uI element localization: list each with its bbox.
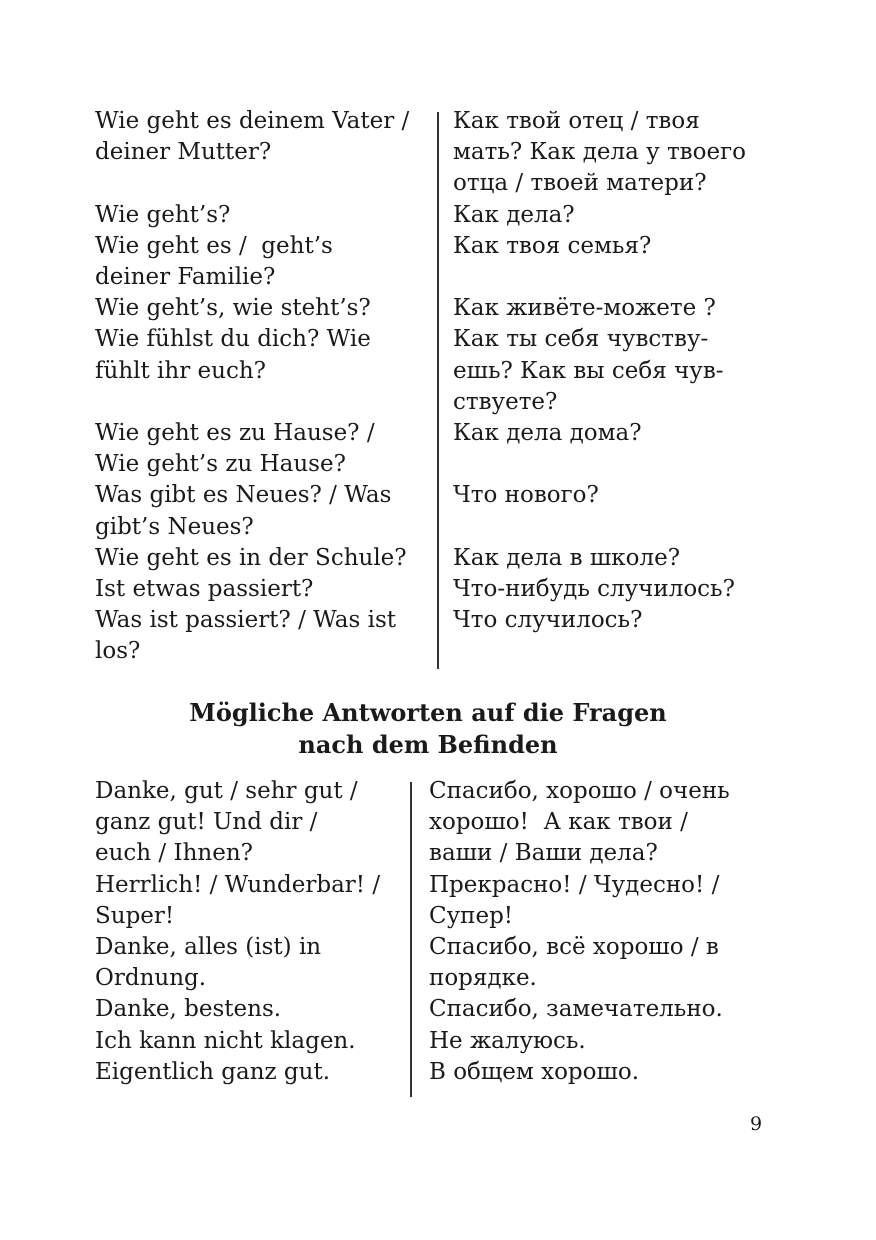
german-phrase: Wie geht es zu Hause? / Wie geht’s zu Hause? bbox=[95, 419, 375, 478]
russian-translation: Как дела? bbox=[453, 201, 575, 228]
phrase-table-answers bbox=[95, 776, 795, 1088]
german-phrase: Eigentlich ganz gut. bbox=[95, 1058, 331, 1085]
german-phrase: Ist etwas passiert? bbox=[95, 575, 314, 602]
phrase-row bbox=[95, 293, 795, 324]
column-divider bbox=[437, 112, 439, 669]
russian-translation: Как твой отец / твоя мать? Как дела у твоего отца / твоей матери? bbox=[453, 108, 746, 197]
phrase-row bbox=[95, 994, 795, 1025]
russian-translation: Прекрасно! / Чудесно! / Супер! bbox=[429, 871, 720, 929]
russian-translation: Что случилось? bbox=[453, 607, 643, 634]
phrase-row bbox=[95, 543, 795, 574]
german-phrase: Ich kann nicht klagen. bbox=[95, 1027, 356, 1054]
phrase-row bbox=[95, 480, 795, 542]
column-divider bbox=[410, 782, 412, 1097]
russian-translation: Спасибо, всё хорошо / в порядке. bbox=[429, 933, 719, 992]
russian-translation: Что-нибудь случилось? bbox=[453, 575, 735, 602]
german-phrase: Wie geht es deinem Vater / deiner Mutter? bbox=[95, 108, 410, 166]
phrase-row bbox=[95, 231, 795, 293]
russian-translation: Что нового? bbox=[453, 482, 599, 509]
phrase-row bbox=[95, 870, 795, 932]
phrase-row bbox=[95, 1026, 795, 1057]
section-heading-line-1: Mögliche Antworten auf die Fragen bbox=[189, 698, 667, 727]
phrase-row bbox=[95, 605, 795, 667]
german-phrase: Was ist passiert? / Was ist los? bbox=[95, 607, 396, 665]
phrase-row bbox=[95, 418, 795, 480]
russian-translation: Не жалуюсь. bbox=[429, 1027, 586, 1054]
russian-translation: Как ты себя чувству- ешь? Как вы себя чув- ствуете? bbox=[453, 326, 724, 415]
russian-translation: Как дела в школе? bbox=[453, 544, 681, 571]
phrase-row bbox=[95, 932, 795, 994]
russian-translation: В общем хорошо. bbox=[429, 1058, 640, 1085]
german-phrase: Danke, gut / sehr gut / ganz gut! Und dir / euch / Ihnen? bbox=[95, 778, 358, 867]
phrase-row bbox=[95, 574, 795, 605]
german-phrase: Wie geht es / geht’s deiner Familie? bbox=[95, 232, 333, 290]
section-heading-line-2: nach dem Befinden bbox=[298, 730, 558, 759]
phrase-row bbox=[95, 776, 795, 870]
german-phrase: Wie fühlst du dich? Wie fühlt ihr euch? bbox=[95, 326, 371, 384]
german-phrase: Danke, alles (ist) in Ordnung. bbox=[95, 933, 322, 992]
russian-translation: Как живёте-можете ? bbox=[453, 295, 716, 322]
german-phrase: Wie geht es in der Schule? bbox=[95, 544, 407, 571]
russian-translation: Спасибо, замечательно. bbox=[429, 996, 723, 1023]
phrase-row bbox=[95, 324, 795, 418]
german-phrase: Was gibt es Neues? / Was gibt’s Neues? bbox=[95, 482, 392, 540]
phrase-table-questions bbox=[95, 106, 795, 668]
phrase-row bbox=[95, 1057, 795, 1088]
german-phrase: Danke, bestens. bbox=[95, 996, 282, 1023]
page-number: 9 bbox=[750, 1113, 763, 1135]
german-phrase: Wie geht’s? bbox=[95, 201, 231, 228]
german-phrase: Wie geht’s, wie steht’s? bbox=[95, 295, 371, 322]
phrase-row bbox=[95, 106, 795, 200]
phrase-row bbox=[95, 200, 795, 231]
russian-translation: Спасибо, хорошо / очень хорошо! А как твои / ваши / Ваши дела? bbox=[429, 778, 730, 867]
russian-translation: Как дела дома? bbox=[453, 419, 642, 446]
german-phrase: Herrlich! / Wunderbar! / Super! bbox=[95, 871, 381, 929]
russian-translation: Как твоя семья? bbox=[453, 232, 652, 259]
